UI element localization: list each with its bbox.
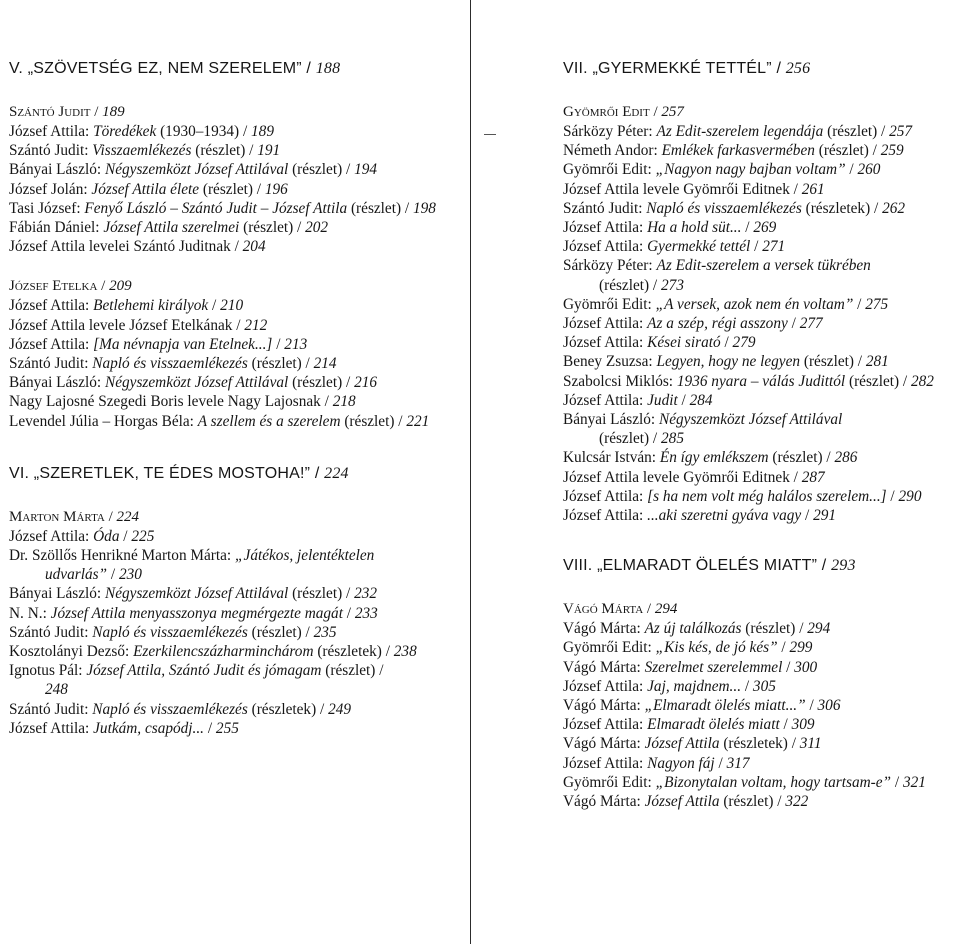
toc-entry: Bányai László: Négyszemközt József Attilával (részlet) / 216 xyxy=(9,374,378,392)
author-heading: Vágó Márta / 294 xyxy=(563,601,678,618)
toc-entry: Beney Zsuzsa: Legyen, hogy ne legyen (részlet) / 281 xyxy=(563,353,889,371)
toc-entry: József Attila: [s ha nem volt még halálos szerelem...] / 290 xyxy=(563,487,922,505)
chapter-vi xyxy=(9,463,464,738)
toc-entry: Bányai László: Négyszemközt József Attilával (részlet) / 285 xyxy=(563,411,843,448)
toc-entry: Szabolcsi Miklós: 1936 nyara – válás Judittól (részlet) / 282 xyxy=(563,372,934,390)
toc-entry: Vágó Márta: Szerelmet szerelemmel / 300 xyxy=(563,658,818,676)
toc-entry: Németh Andor: Emlékek farkasvermében (részlet) / 259 xyxy=(563,142,904,160)
toc-entry: József Attila: Judit / 284 xyxy=(563,391,713,409)
chapter-vii xyxy=(563,58,953,525)
toc-entry: Kosztolányi Dezső: Ezerkilencszázharminchárom (részletek) / 238 xyxy=(9,643,417,661)
toc-entry: József Attila: Az a szép, régi asszony / 277 xyxy=(563,315,823,333)
page-binding-line xyxy=(470,0,471,944)
author-group xyxy=(563,599,953,811)
toc-entry: Sárközy Péter: Az Edit-szerelem a versek tükrében (részlet) / 273 xyxy=(563,257,871,294)
author-heading: József Etelka / 209 xyxy=(9,278,132,295)
chapter-viii xyxy=(563,555,953,811)
toc-entry: József Jolán: József Attila élete (részlet) / 196 xyxy=(9,180,288,198)
author-group xyxy=(563,102,953,525)
toc-entry: József Attila levele Gyömrői Editnek / 261 xyxy=(563,180,825,198)
scan-mark xyxy=(484,134,496,135)
toc-entry: Sárközy Péter: Az Edit-szerelem legendája (részlet) / 257 xyxy=(563,123,913,140)
toc-entry: Fábián Dániel: József Attila szerelmei (részlet) / 202 xyxy=(9,219,329,237)
toc-entry: N. N.: József Attila menyasszonya megmérgezte magát / 233 xyxy=(9,604,378,622)
toc-entry: Szántó Judit: Napló és visszaemlékezés (részlet) / 214 xyxy=(9,355,337,373)
chapter-heading: VIII. „ELMARADT ÖLELÉS MIATT” / 293 xyxy=(563,557,856,575)
author-group xyxy=(9,507,464,738)
toc-entry: Gyömrői Edit: „A versek, azok nem én voltam” / 275 xyxy=(563,295,889,313)
toc-entry: Vágó Márta: József Attila (részletek) / 311 xyxy=(563,735,822,753)
toc-entry: József Attila levelei Szántó Juditnak / 204 xyxy=(9,238,266,256)
toc-entry: Szántó Judit: Visszaemlékezés (részlet) / 191 xyxy=(9,142,281,160)
toc-entry: József Attila: Ha a hold süt... / 269 xyxy=(563,219,777,237)
toc-entry: Dr. Szöllős Henrikné Marton Márta: „Játékos, jelentéktelen udvarlás” / 230 xyxy=(9,547,375,584)
toc-entry: Vágó Márta: Az új találkozás (részlet) / 294 xyxy=(563,620,831,638)
toc-entry: József Attila levele Gyömrői Editnek / 287 xyxy=(563,468,825,486)
toc-entry: Gyömrői Edit: „Nagyon nagy bajban voltam” / 260 xyxy=(563,161,881,179)
toc-entry: Bányai László: Négyszemközt József Attilával (részlet) / 194 xyxy=(9,161,378,179)
toc-entry: Vágó Márta: „Elmaradt ölelés miatt...” / 306 xyxy=(563,697,841,715)
toc-entry: József Attila levele József Etelkának / 212 xyxy=(9,316,268,334)
author-heading: Gyömrői Edit / 257 xyxy=(563,104,684,120)
toc-entry: József Attila: Kései sirató / 279 xyxy=(563,334,756,352)
toc-entry: Nagy Lajosné Szegedi Boris levele Nagy Lajosnak / 218 xyxy=(9,393,356,411)
toc-entry: Gyömrői Edit: „Bizonytalan voltam, hogy tartsam-e” / 321 xyxy=(563,773,926,791)
toc-entry: Tasi József: Fenyő László – Szántó Judit – József Attila (részlet) / 198 xyxy=(9,199,436,217)
toc-entry: József Attila: Betlehemi királyok / 210 xyxy=(9,297,244,315)
column-left xyxy=(9,58,464,738)
toc-entry: József Attila: Gyermekké tettél / 271 xyxy=(563,238,786,256)
toc-entry: Szántó Judit: Napló és visszaemlékezés (részlet) / 235 xyxy=(9,623,337,641)
chapter-heading: V. „SZÖVETSÉG EZ, NEM SZERELEM” / 188 xyxy=(9,60,341,77)
toc-entry: József Attila: ...aki szeretni gyáva vagy / 291 xyxy=(563,507,837,525)
toc-entry: József Attila: Töredékek (1930–1934) / 189 xyxy=(9,123,274,140)
chapter-heading: VI. „SZERETLEK, TE ÉDES MOSTOHA!” / 224 xyxy=(9,464,349,482)
toc-entry: József Attila: Óda / 225 xyxy=(9,527,155,545)
toc-entry: Levendel Júlia – Horgas Béla: A szellem és a szerelem (részlet) / 221 xyxy=(9,412,430,430)
toc-entry: Gyömrői Edit: „Kis kés, de jó kés” / 299 xyxy=(563,639,813,657)
toc-entry: Ignotus Pál: József Attila, Szántó Judit és jómagam (részlet) / 248 xyxy=(9,662,384,699)
author-group xyxy=(9,276,464,430)
toc-entry: József Attila: Jutkám, csapódj... / 255 xyxy=(9,719,239,737)
author-group xyxy=(9,102,464,256)
chapter-heading: VII. „GYERMEKKÉ TETTÉL” / 256 xyxy=(563,60,811,77)
column-right xyxy=(563,58,953,811)
chapter-v xyxy=(9,58,464,431)
author-heading: Szántó Judit / 189 xyxy=(9,104,125,120)
toc-entry: József Attila: [Ma névnapja van Etelnek...] / 213 xyxy=(9,335,308,353)
toc-entry: József Attila: Jaj, majdnem... / 305 xyxy=(563,677,776,695)
toc-entry: József Attila: Elmaradt ölelés miatt / 309 xyxy=(563,716,815,734)
toc-entry: Szántó Judit: Napló és visszaemlékezés (részletek) / 262 xyxy=(563,199,906,217)
toc-entry: Bányai László: Négyszemközt József Attilával (részlet) / 232 xyxy=(9,585,378,603)
toc-entry: Vágó Márta: József Attila (részlet) / 322 xyxy=(563,793,809,811)
author-heading: Marton Márta / 224 xyxy=(9,508,140,525)
toc-entry: József Attila: Nagyon fáj / 317 xyxy=(563,754,750,772)
toc-entry: Szántó Judit: Napló és visszaemlékezés (részletek) / 249 xyxy=(9,700,352,718)
toc-entry: Kulcsár István: Én így emlékszem (részlet) / 286 xyxy=(563,449,858,467)
